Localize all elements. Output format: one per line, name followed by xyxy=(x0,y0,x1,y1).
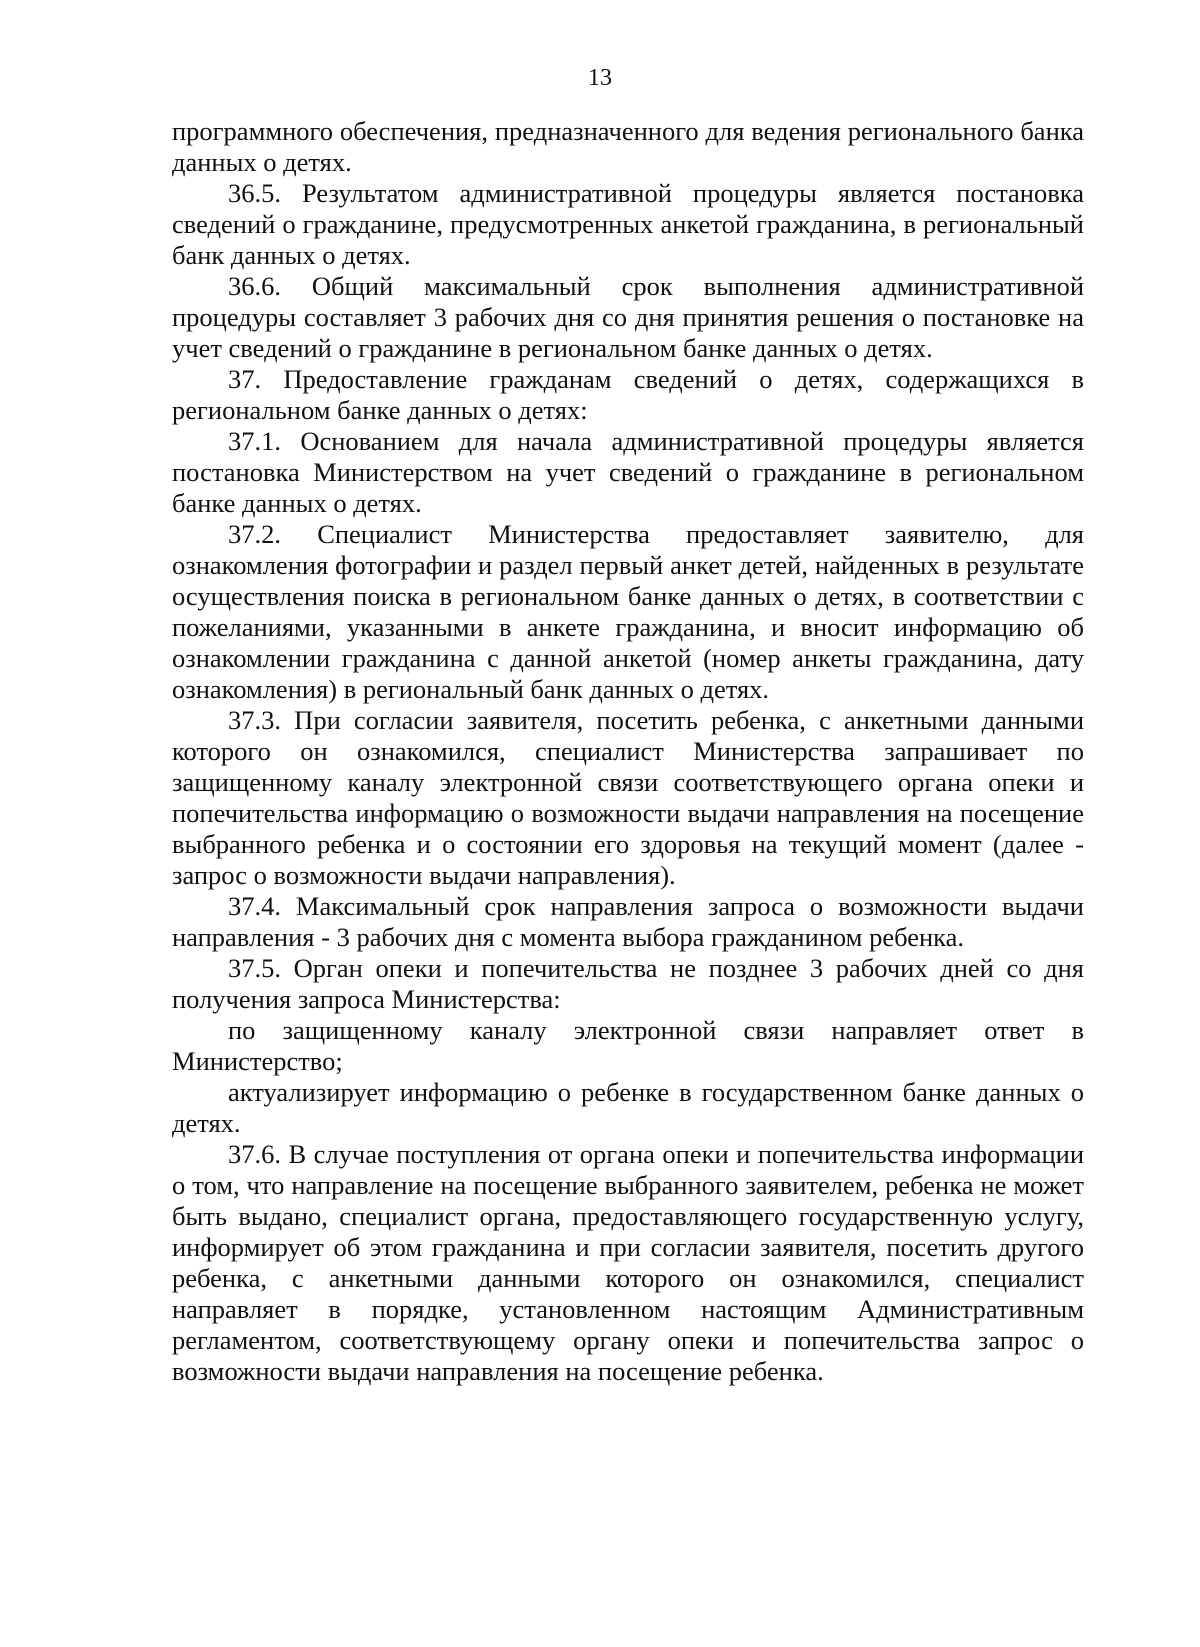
paragraph-37-2: 37.2. Специалист Министерства предоставляет заявителю, для ознакомления фотографии и раздел первый анкет детей, найденных в результате осуществления поиска в региональном банке данных о детях, в соответствии с пожеланиями, указанными в анкете гражданина, и вносит информацию об ознакомлении гражданина с данной анкетой (номер анкеты гражданина, дату ознакомления) в региональный банк данных о детях. xyxy=(172,519,1084,704)
paragraph-37-5: 37.5. Орган опеки и попечительства не позднее 3 рабочих дней со дня получения запроса Министерства: xyxy=(172,953,1084,1014)
paragraph-37-5-item-1: по защищенному каналу электронной связи направляет ответ в Министерство; xyxy=(172,1015,1084,1076)
paragraph-37: 37. Предоставление гражданам сведений о детях, содержащихся в региональном банке данных о детях: xyxy=(172,364,1084,425)
paragraph-37-6: 37.6. В случае поступления от органа опеки и попечительства информации о том, что направление на посещение выбранного заявителем, ребенка не может быть выдано, специалист органа, предоставляющего государственную услугу, информирует об этом гражданина и при согласии заявителя, посетить другого ребенка, с анкетными данными которого он ознакомился, специалист направляет в порядке, установленном настоящим Административным регламентом, соответствующему органу опеки и попечительства запрос о возможности выдачи направления на посещение ребенка. xyxy=(172,1139,1084,1386)
page-number: 13 xyxy=(588,65,612,91)
paragraph-37-1: 37.1. Основанием для начала административной процедуры является постановка Министерством на учет сведений о гражданине в региональном банке данных о детях. xyxy=(172,426,1084,518)
paragraph-37-5-item-2: актуализирует информацию о ребенке в государственном банке данных о детях. xyxy=(172,1077,1084,1138)
paragraph-37-3: 37.3. При согласии заявителя, посетить ребенка, с анкетными данными которого он ознакомился, специалист Министерства запрашивает по защищенному каналу электронной связи соответствующего органа опеки и попечительства информацию о возможности выдачи направления на посещение выбранного ребенка и о состоянии его здоровья на текущий момент (далее - запрос о возможности выдачи направления). xyxy=(172,705,1084,890)
paragraph-continuation: программного обеспечения, предназначенного для ведения регионального банка данных о детях. xyxy=(172,116,1084,177)
paragraph-36-5: 36.5. Результатом административной процедуры является постановка сведений о гражданине, предусмотренных анкетой гражданина, в региональный банк данных о детях. xyxy=(172,178,1084,270)
paragraph-37-4: 37.4. Максимальный срок направления запроса о возможности выдачи направления - 3 рабочих дня с момента выбора гражданином ребенка. xyxy=(172,891,1084,952)
paragraph-36-6: 36.6. Общий максимальный срок выполнения административной процедуры составляет 3 рабочих дня со дня принятия решения о постановке на учет сведений о гражданине в региональном банке данных о детях. xyxy=(172,271,1084,363)
document-body xyxy=(172,116,1084,1387)
